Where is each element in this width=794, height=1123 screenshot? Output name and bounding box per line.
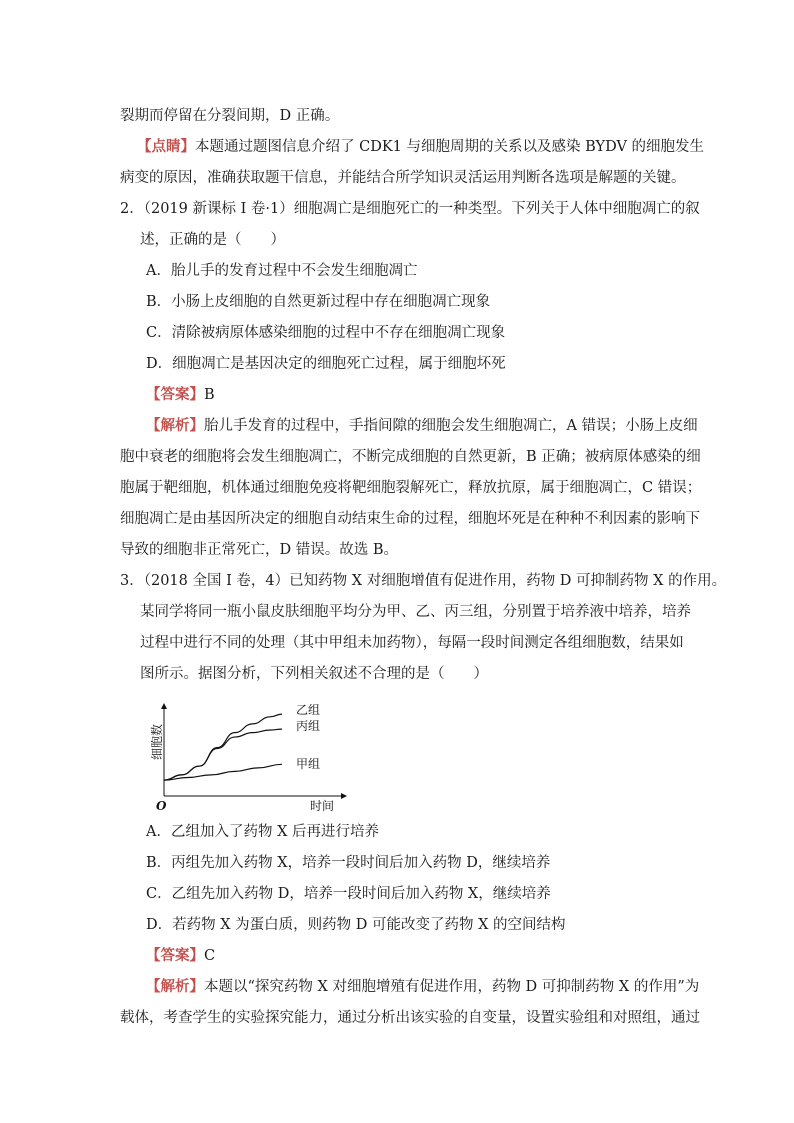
cell-count-chart (150, 700, 350, 815)
analysis-tag: 【解析】 (146, 978, 204, 995)
q2-answer (146, 385, 215, 405)
text-line: 裂期而停留在分裂间期，D 正确。 (120, 108, 340, 124)
q2-option-c: C．清除被病原体感染细胞的过程中不存在细胞凋亡现象 (146, 325, 506, 341)
note-tag: 【点睛】 (137, 138, 195, 155)
series-layer (164, 703, 320, 780)
chart-svg (150, 700, 350, 815)
q3-option-b: B．丙组先加入药物 X，培养一段时间后加入药物 D，继续培养 (146, 855, 551, 871)
note-line (137, 137, 704, 157)
q2-analysis-line (146, 416, 698, 436)
q3-analysis-line: 载体，考查学生的实验探究能力，通过分析出该实验的自变量，设置实验组和对照组，通过 (120, 1010, 700, 1026)
answer-value: C (204, 948, 216, 964)
analysis-text: 胎儿手发育的过程中，手指间隙的细胞会发生细胞凋亡，A 错误；小肠上皮细 (204, 418, 698, 434)
q3-stem-line: 过程中进行不同的处理（其中甲组未加药物），每隔一段时间测定各组细胞数，结果如 (140, 635, 684, 651)
q2-option-b: B．小肠上皮细胞的自然更新过程中存在细胞凋亡现象 (146, 294, 491, 310)
text-line: 病变的原因，准确获取题干信息，并能结合所学知识灵活运用判断各选项是解题的关键。 (120, 170, 686, 186)
q3-option-d: D．若药物 X 为蛋白质，则药物 D 可能改变了药物 X 的空间结构 (146, 917, 566, 933)
q2-option-d: D．细胞凋亡是基因决定的细胞死亡过程，属于细胞坏死 (146, 356, 506, 372)
analysis-text: 本题以“探究药物 X 对细胞增殖有促进作用，药物 D 可抑制药物 X 的作用”为 (204, 979, 700, 995)
series-line-1 (164, 714, 282, 780)
x-axis-label: 时间 (310, 799, 335, 813)
note-text: 本题通过题图信息介绍了 CDK1 与细胞周期的关系以及感染 BYDV 的细胞发生 (195, 139, 705, 155)
q3-analysis-line (146, 977, 699, 997)
q2-option-a: A．胎儿手的发育过程中不会发生细胞凋亡 (146, 263, 418, 279)
q3-stem-line: 某同学将同一瓶小鼠皮肤细胞平均分为甲、乙、丙三组，分别置于培养液中培养，培养 (140, 604, 691, 620)
q2-analysis-line: 胞属于靶细胞，机体通过细胞免疫将靶细胞裂解死亡，释放抗原，属于细胞凋亡，C 错误； (120, 480, 702, 496)
q2-stem-line: 2．（2019 新课标 I 卷·1）细胞凋亡是细胞死亡的一种类型。下列关于人体中细胞凋亡的叙 (120, 201, 700, 217)
series-line-3 (164, 764, 282, 780)
analysis-tag: 【解析】 (146, 417, 204, 434)
answer-tag: 【答案】 (146, 386, 204, 403)
q2-analysis-line: 胞中衰老的细胞将会发生细胞凋亡，不断完成细胞的自然更新，B 正确；被病原体感染的细 (120, 449, 701, 465)
y-axis-label: 细胞数 (150, 723, 164, 760)
series-label-1: 乙组 (296, 703, 321, 717)
q3-answer (146, 946, 215, 966)
q2-analysis-line: 导致的细胞非正常死亡，D 错误。故选 B。 (120, 542, 398, 558)
q3-stem-line: 图所示。据图分析，下列相关叙述不合理的是（ ） (140, 666, 488, 682)
q3-option-a: A．乙组加入了药物 X 后再进行培养 (146, 824, 380, 840)
q3-stem-line: 3．（2018 全国 I 卷，4）已知药物 X 对细胞增值有促进作用，药物 D 可抑制药物 X 的作用。 (120, 573, 727, 589)
q2-analysis-line: 细胞凋亡是由基因所决定的细胞自动结束生命的过程，细胞坏死是在种种不利因素的影响下 (120, 511, 700, 527)
series-label-2: 丙组 (296, 719, 321, 733)
answer-tag: 【答案】 (146, 947, 204, 964)
origin-label: O (156, 799, 167, 813)
q2-stem-line: 述，正确的是（ ） (140, 232, 285, 248)
q3-option-c: C．乙组先加入药物 D，培养一段时间后加入药物 X，继续培养 (146, 886, 551, 902)
series-label-3: 甲组 (296, 757, 321, 771)
answer-value: B (204, 387, 215, 403)
